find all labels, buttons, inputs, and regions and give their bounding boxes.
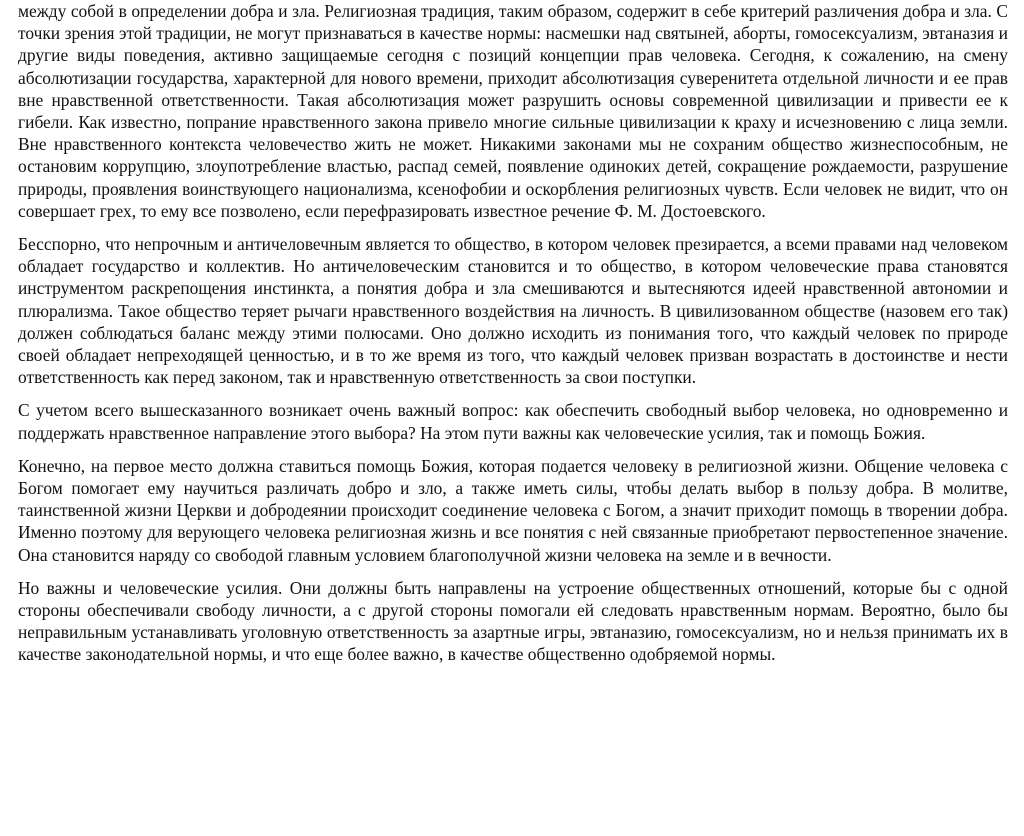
- paragraph-2: Бесспорно, что непрочным и античеловечным является то общество, в котором человек презирается, а всеми правами над человеком обладает государство и коллектив. Но античеловеческим становится и то общество, в котором человеческие права становятся инструментом раскрепощения инстинкта, а понятия добра и зла смешиваются и вытесняются идеей нравственной автономии и плюрализма. Такое общество теряет рычаги нравственного воздействия на личность. В цивилизованном обществе (назовем его так) должен соблюдаться баланс между этими полюсами. Оно должно исходить из понимания того, что каждый человек по природе своей обладает непреходящей ценностью, и в то же время из того, что каждый человек призван возрастать в достоинстве и нести ответственность как перед законом, так и нравственную ответственность за свои поступки.: [18, 234, 1008, 388]
- paragraph-3: С учетом всего вышесказанного возникает очень важный вопрос: как обеспечить свободный выбор человека, но одновременно и поддержать нравственное направление этого выбора? На этом пути важны как человеческие усилия, так и помощь Божия.: [18, 400, 1008, 443]
- paragraph-5: Но важны и человеческие усилия. Они должны быть направлены на устроение общественных отношений, которые бы с одной стороны обеспечивали свободу личности, а с другой стороны помогали ей следовать нравственным нормам. Вероятно, было бы неправильным устанавливать уголовную ответственность за азартные игры, эвтаназию, гомосексуализм, но и нельзя принимать их в качестве законодательной нормы, и что еще более важно, в качестве общественно одобряемой нормы.: [18, 577, 1008, 665]
- paragraph-4: Конечно, на первое место должна ставиться помощь Божия, которая подается человеку в религиозной жизни. Общение человека с Богом помогает ему научиться различать добро и зло, а также иметь силы, чтобы делать выбор в пользу добра. В молитве, таинственной жизни Церкви и добродеянии происходит соединение человека с Богом, а значит приходит помощь в творении добра. Именно поэтому для верующего человека религиозная жизнь и все понятия с ней связанные приобретают первостепенное значение. Она становится наряду со свободой главным условием благополучной жизни человека на земле и в вечности.: [18, 455, 1008, 565]
- document-page: [18, 0, 1008, 677]
- paragraph-1: между собой в определении добра и зла. Религиозная традиция, таким образом, содержит в себе критерий различения добра и зла. С точки зрения этой традиции, не могут признаваться в качестве нормы: насмешки над святыней, аборты, гомосексуализм, эвтаназия и другие виды поведения, активно защищаемые сегодня с позиций концепции прав человека. Сегодня, к сожалению, на смену абсолютизации государства, характерной для нового времени, приходит абсолютизация суверенитета отдельной личности и ее прав вне нравственной ответственности. Такая абсолютизация может разрушить основы современной цивилизации и привести ее к гибели. Как известно, попрание нравственного закона привело многие сильные цивилизации к краху и исчезновению с лица земли. Вне нравственного контекста человечество жить не может. Никакими законами мы не сохраним общество жизнеспособным, не остановим коррупцию, злоупотребление властью, распад семей, появление одиноких детей, сокращение рождаемости, разрушение природы, проявления воинствующего национализма, ксенофобии и оскорбления религиозных чувств. Если человек не видит, что он совершает грех, то ему все позволено, если перефразировать известное речение Ф. М. Достоевского.: [18, 1, 1008, 221]
